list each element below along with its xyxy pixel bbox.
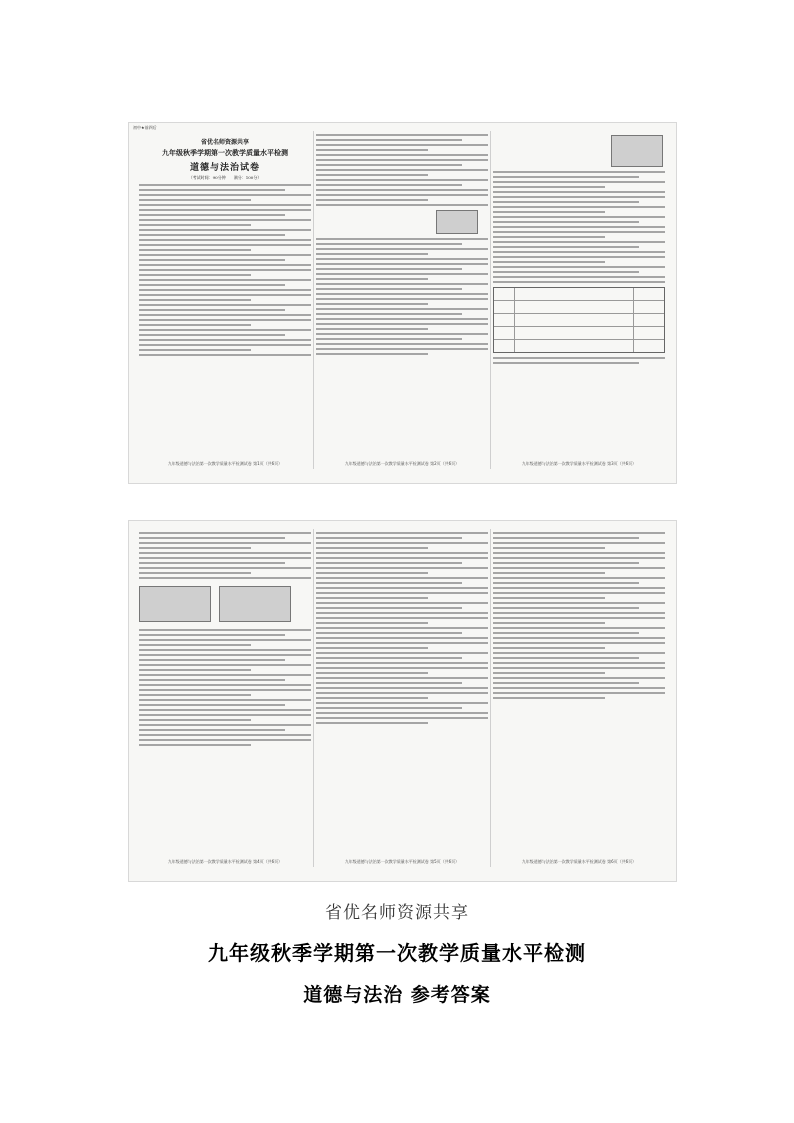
exam-page-4-text-b [139, 629, 311, 746]
exam-photo-2 [219, 586, 291, 622]
source-caption: 省优名师资源共享 [325, 903, 469, 923]
page-footer-6: 九年级道德与法治第一次教学质量水平检测试卷 第6页（共6页） [521, 859, 637, 864]
exam-photo-row [139, 582, 311, 626]
exam-preview-sheet-bottom [128, 520, 677, 882]
exam-page-3-text-b [493, 357, 665, 364]
exam-page-5 [316, 529, 488, 867]
exam-meta: （考试时间：90分钟 满分：100分） [188, 175, 262, 180]
column-divider [313, 529, 314, 867]
source-tag: 初中★前四后 [133, 125, 157, 130]
page-footer-2: 九年级道德与法治第一次教学质量水平检测试卷 第2页（共6页） [344, 461, 460, 466]
answer-subtitle: 道德与法治 参考答案 [303, 984, 491, 1006]
exam-page-4-text-a [139, 532, 311, 579]
exam-page-5-text [316, 532, 488, 724]
exam-page-6-text [493, 532, 665, 699]
exam-org: 省优名师资源共享 [200, 139, 249, 146]
exam-page-1 [139, 131, 311, 469]
exam-page-2-text-a [316, 134, 488, 206]
exam-page-3 [493, 131, 665, 469]
exam-page-2-text-b [316, 238, 488, 355]
exam-page-1-text [139, 184, 311, 356]
column-divider [490, 131, 491, 469]
page-footer-1: 九年级道德与法治第一次教学质量水平检测试卷 第1页（共6页） [167, 461, 283, 466]
exam-photo-1 [139, 586, 211, 622]
exam-header [139, 137, 311, 181]
page-footer-5: 九年级道德与法治第一次教学质量水平检测试卷 第5页（共6页） [344, 859, 460, 864]
exam-page-6 [493, 529, 665, 867]
page-footer-3: 九年级道德与法治第一次教学质量水平检测试卷 第3页（共6页） [521, 461, 637, 466]
exam-title: 九年级秋季学期第一次教学质量水平检测 [162, 148, 288, 157]
exam-page-2 [316, 131, 488, 469]
column-divider [490, 529, 491, 867]
exam-page-4 [139, 529, 311, 867]
exam-illustration [436, 210, 478, 234]
page-footer-4: 九年级道德与法治第一次教学质量水平检测试卷 第4页（共6页） [167, 859, 283, 864]
exam-table [493, 287, 665, 353]
exam-subject-title: 道德与法治试卷 [189, 163, 260, 173]
answer-title: 九年级秋季学期第一次教学质量水平检测 [208, 941, 586, 965]
bar-chart-illustration [611, 135, 663, 167]
column-divider [313, 131, 314, 469]
exam-preview-sheet-top [128, 122, 677, 484]
exam-page-3-text-a [493, 171, 665, 283]
